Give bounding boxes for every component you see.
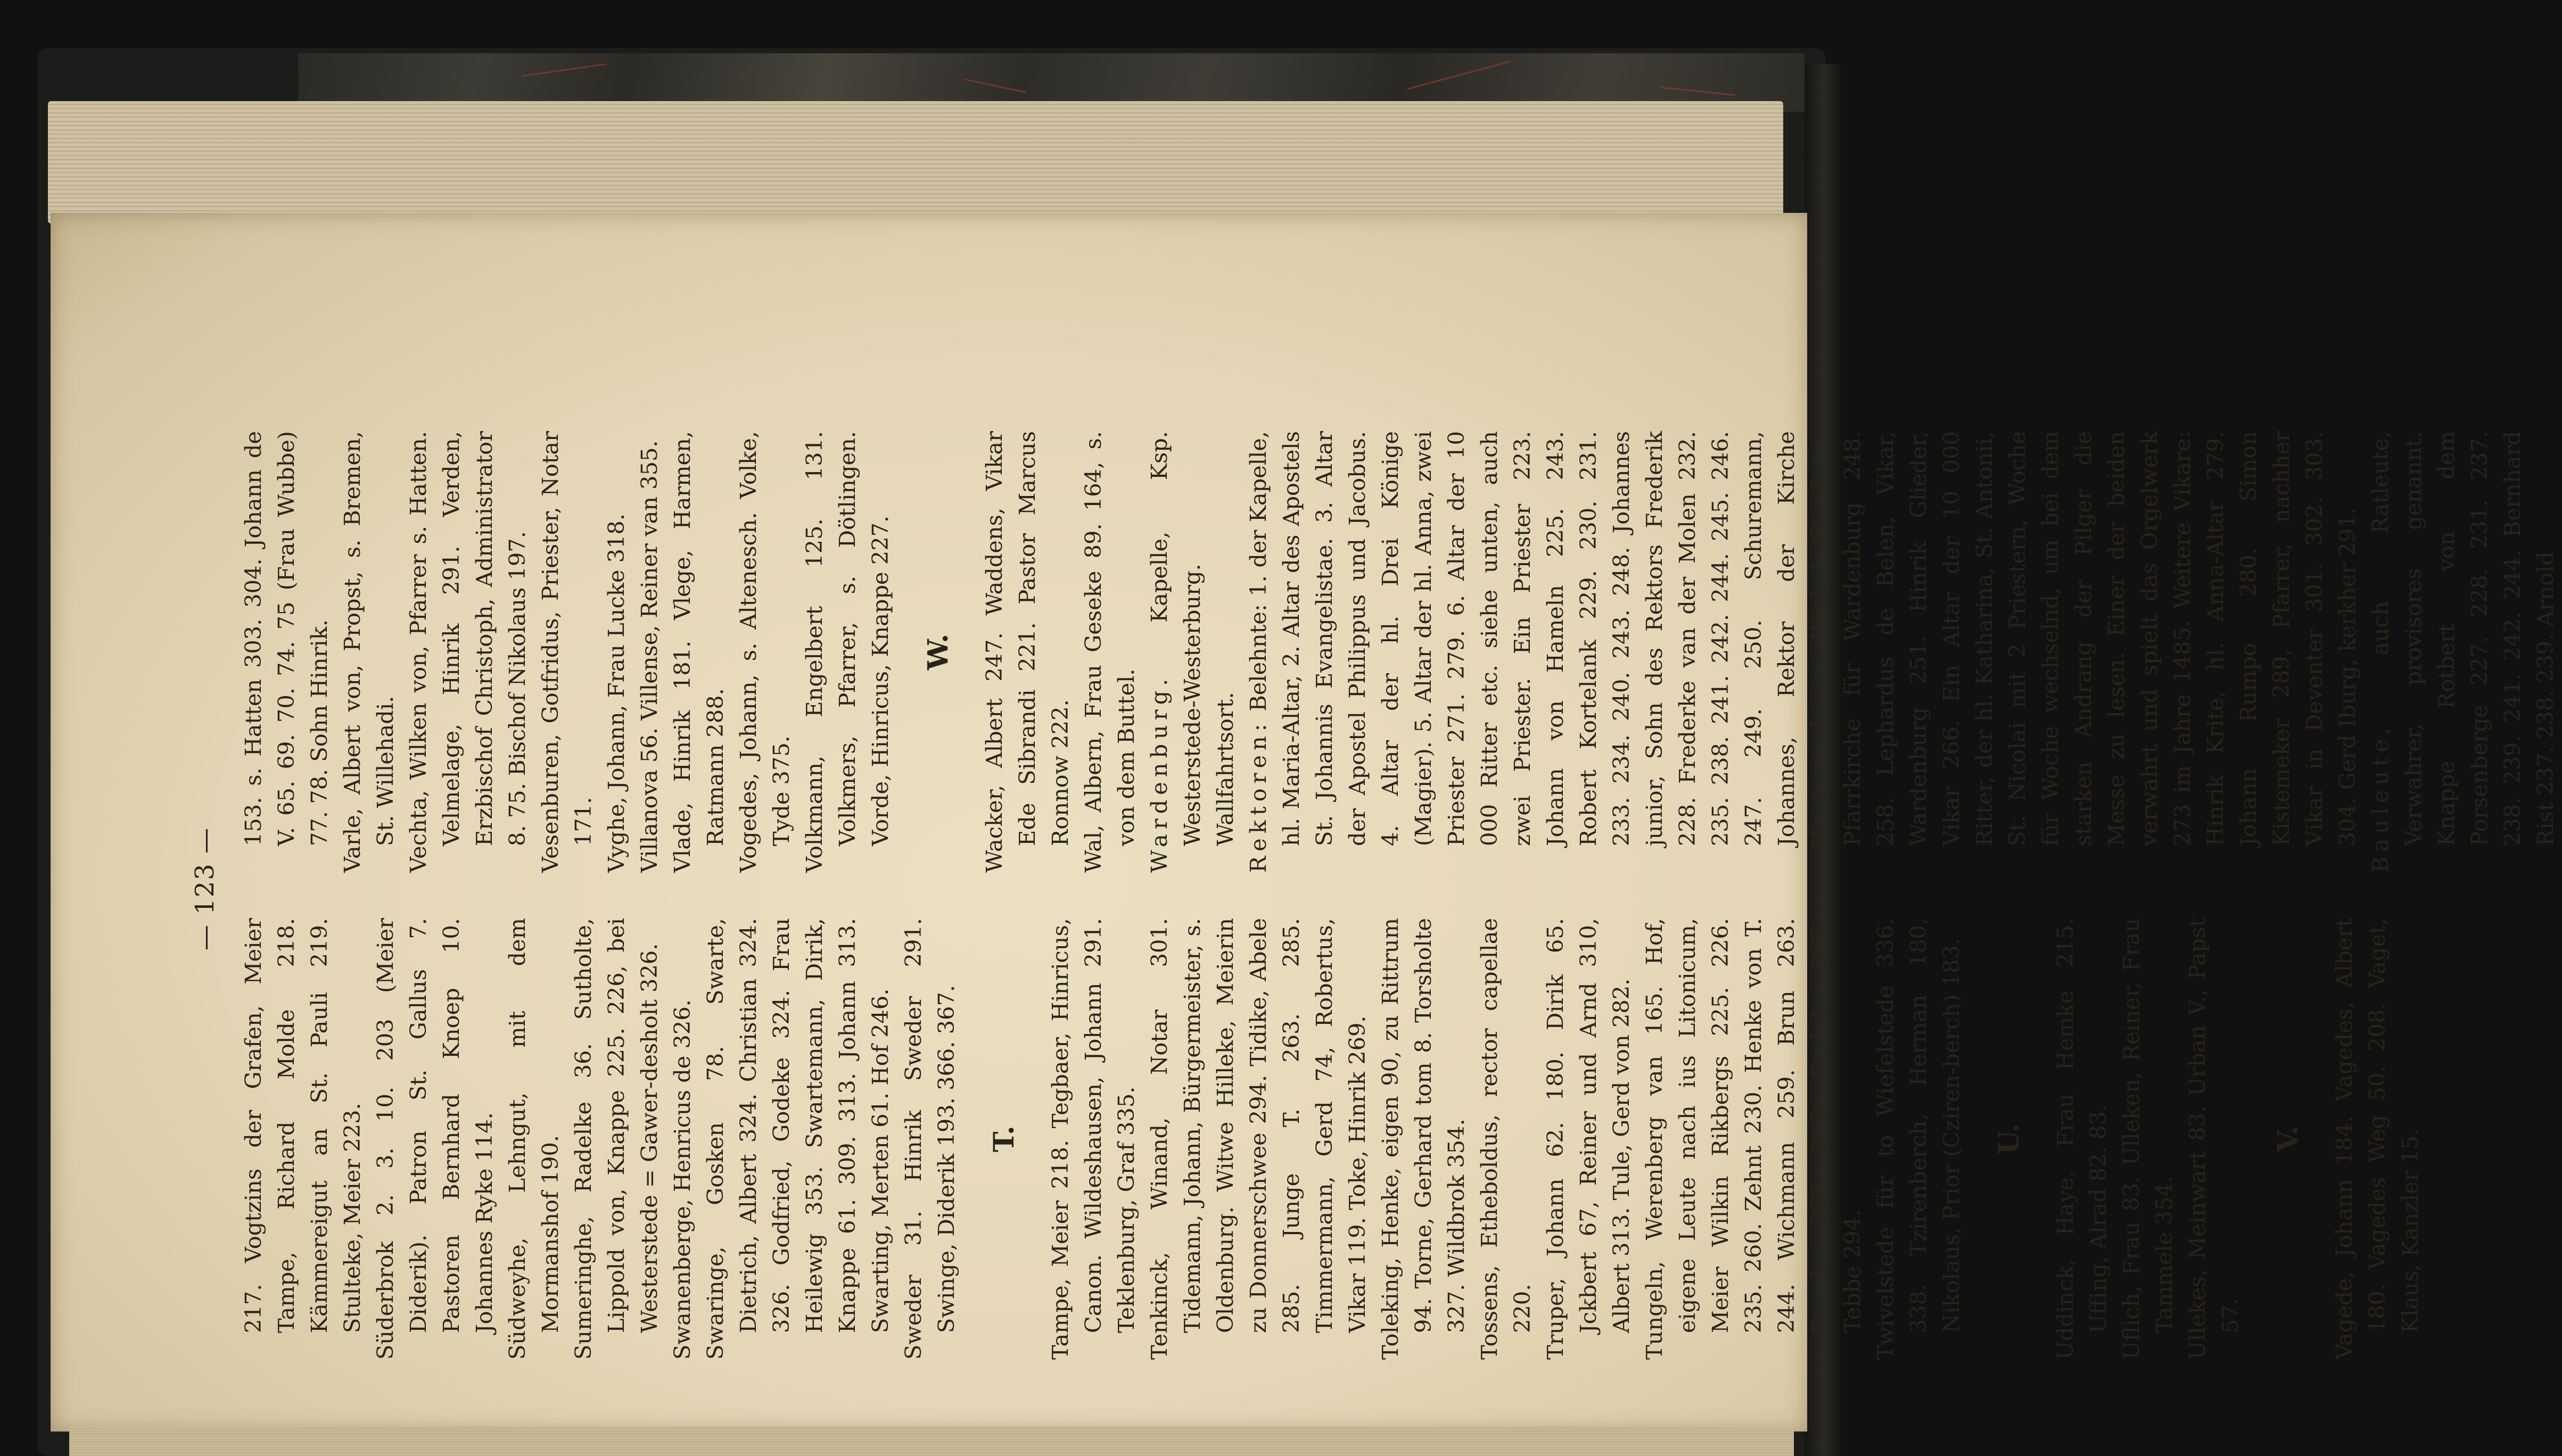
marble-vein: [964, 79, 1027, 94]
entry-text: Südweyhe, Lehngut, mit dem Mormanshof 190.: [504, 918, 563, 1360]
entry-text: Truper, Johann 62. 180. Dirik 65. Jckbert 67, Reiner und Arnd 310, Albert 313. Tule, Gerd von 282.: [1542, 918, 1634, 1360]
index-entry: [2181, 918, 2247, 1360]
index-entry: [2049, 918, 2115, 1360]
section-letter: V.: [2272, 1126, 2304, 1152]
entry-text: Kapelle, Ksp. Westerstede-Westerburg. Wallfahrtsort.: [1146, 431, 1238, 846]
entry-text: Tungeln, Werenberg van 165. Hof, eigene Leute nach ius Litonicum, Meier Wilkin Rikbergs 225. 226. 235. 260. Zehnt 230. Henke von T. 244. Wichmann 259. Brun 263. Beneke 263. 269. Dodeke 267. Tebbe 294.: [1641, 918, 1865, 1360]
index-entry: [732, 431, 798, 873]
entry-text: Uddinck, Haye, Frau Hemke 215. Uffing, Alrad 82. 83.: [2052, 918, 2111, 1360]
index-entry: [1869, 918, 1968, 1360]
entry-text: Villanova 56. Villense, Reiner van 355.: [636, 440, 662, 873]
index-entry: [567, 918, 666, 1360]
index-entry: [1473, 918, 1539, 1360]
entry-text: Süderbrok 2. 3. 10. 203 (Meier Diderik). Patron St. Gallus 7. Pastoren Bernhard Knoep 10. Johannes Ryke 114.: [372, 918, 497, 1360]
page-number: — 123 —: [190, 826, 220, 951]
index-entry: [978, 431, 1077, 873]
index-entry: [1638, 918, 1869, 1360]
entry-text: 153. s. Hatten 303. 304. Johann de V. 65. 69. 70. 74. 75 (Frau Wubbe) 77. 78. Sohn Hinrik.: [240, 431, 332, 846]
index-entry: [2364, 431, 2562, 873]
entry-text: Toleking, Henke, eigen 90, zu Rittrum 94. Torne, Gerhard tom 8. Torsholte 327. Wildbrok 354.: [1377, 918, 1469, 1360]
entry-text: Vyghe, Johann, Frau Lucke 318.: [603, 513, 629, 873]
entry-text: Swanenberge, Henricus de 326.: [669, 999, 695, 1360]
spaced-heading: Rektoren:: [1245, 719, 1271, 873]
entry-text: Sweder 31. Hinrik Sweder 291. Swinge, Diderik 193. 366. 367.: [900, 918, 959, 1360]
index-entry: [699, 918, 897, 1360]
index-entry: [1242, 431, 2364, 873]
entry-text: Tossens, Etheboldus, rector capellae 220.: [1476, 918, 1535, 1360]
section-letter: W.: [922, 633, 954, 671]
section-letter: T.: [988, 1125, 1020, 1153]
entry-text: Wal, Albern, Frau Geseke 89. 164, s. von dem Buttel.: [1080, 431, 1139, 873]
index-entry: [369, 918, 501, 1360]
index-entry: [600, 431, 633, 873]
entry-text: Vogedes, Johann, s. Altenesch. Volke, Tyde 375.: [735, 431, 794, 873]
index-entry: [402, 431, 534, 873]
marble-vein: [522, 63, 607, 77]
entry-text: Swaringe, Gosken 78. Swarte, Dietrich, Albert 324. Christian 324. 326. Godfried, Godeke 324. Frau Heilewig 353. Swartemann, Dirik, Knappe 61. 309. 313. Johann 313. Swarting, Merten 61. Hof 246.: [702, 918, 893, 1360]
index-entry: [666, 918, 699, 1360]
entry-text: Vagede, Johann 184. Vagedes, Albert 180. Vagedes Weg 50. 208. Vaget, Klaus, Kanzler 15.: [2331, 918, 2423, 1360]
marble-vein: [1407, 61, 1510, 90]
index-entry: [2115, 918, 2181, 1360]
index-entry: [237, 431, 336, 873]
index-column-right: [237, 431, 2562, 873]
index-entry: [633, 431, 666, 873]
entry-text: Uflich, Frau 83. Ulleken, Reiner, Frau Tammele 354.: [2118, 918, 2177, 1360]
index-entry: [1143, 431, 1242, 873]
entry-text: Ullekes, Meinwart 83. Urban V., Papst 57.: [2184, 918, 2243, 1360]
entry-text: Vesenburen, Gotfridus, Priester, Notar 171.: [537, 431, 596, 873]
entry-text: Vechta, Wilken von, Pfarrer s. Hatten. Velmelage, Hinrik 291. Verden, Erzbischof Christoph, Administrator 8. 75. Bischof Nikolaus 197.: [405, 431, 530, 873]
entry-text: Belehnte: 1. der Kapelle, hl. Maria-Altar, 2. Altar des Apostels St. Johannis Evangelistae. 3. Altar der Apostel Philippus und Jacobus. 4. Altar der hl. Drei Könige (Magier). 5. Altar der hl. Anna, zwei Priester 271. 279. 6. Altar der 10 000 Ritter etc. siehe unten, auch zwei Priester. Ein Priester 223. Johann von Hameln 225. 243. Robert Kortelank 229. 230. 231. 233. 234. 240. 243. 248. Johannes junior, Sohn des Rektors Frederik 228. Frederke van der Molen 232. 235. 238. 241. 242. 244. 245. 246. 247. 249. 250. Schuremann, Johannes, Rektor der Kirche Westerstede im Winkel St. Petri, Pfarrkirche für Wardenburg 248. 258. Lephardus de Belen, Vikar, Wardenburg 251. Hinrik Glieder, Vikar 266. Ein Altar der 10 000 Ritter, der hl. Katharina, St. Antonii, St. Nicolai mit 2 Priestern, Woche für Woche wechselnd, um bei dem starken Andrang der Pilger die Messe zu lesen. Einer der beiden verwahrt und spielt das Orgelwerk 273 im Jahre 1485. Weitere Vikare: Hinrik Krite, hl. Anna-Altar 279. Johann Rumpo 280. Simon Kistemeker 289, Pfarrer, nachher Vikar in Deventer 301. 302. 303. 304. Gerd Iburg, kerkher 291.: [1245, 431, 2360, 846]
index-entry: [501, 918, 567, 1360]
entry-text: Varle, Albert von, Propst, s. Bremen, St. Willehadi.: [339, 431, 398, 873]
index-entry: [1143, 918, 1374, 1360]
entry-text: Sumeringhe, Radelke 36. Sutholte, Lippold von, Knappe 225. 226, bei Westerstede = Gawer-desholt 326.: [570, 918, 662, 1360]
section-letter: U.: [1993, 1123, 2025, 1155]
index-column-left: [237, 918, 2427, 1360]
index-entry: [2328, 918, 2427, 1360]
index-entry: [534, 431, 600, 873]
rotated-text-block: [184, 418, 2558, 1360]
page-edges-top: [48, 101, 1783, 224]
index-entry: [897, 918, 963, 1360]
entry-text: auch Ratleute, Verwahrer, provisores genannt. Knappe Rotbert von dem Porsenberge 227. 228. 231. 237. 238. 239. 241. 242. 244. Bernhard Rist 237. 238. 239. Arnold: [2367, 431, 2558, 846]
entry-text: Tampe, Meier 218. Tegbaer, Hinricus, Canon. Wildeshausen, Johann 291. Teklenburg, Graf 335.: [1047, 918, 1139, 1360]
marble-vein: [1661, 87, 1735, 96]
entry-text: 217. Vogtzins der Grafen, Meier Tampe, Richard Molde 218. Kämmereigut an St. Pauli 219. Stulteke, Meier 223.: [240, 918, 365, 1333]
spaced-heading: Bauleute,: [2367, 723, 2393, 873]
index-entry: [336, 431, 402, 873]
entry-text: Twivelstede für to Wiefelstede 336. 338. Tzirenberch, Herman 180, Nikolaus, Prior (Cziren-berch) 183.: [1872, 918, 1964, 1360]
entry-text: Volkmann, Engelbert 125. 131. Volkmers, Pfarrer, s. Dötlingen. Vorde, Hinricus, Knappe 227.: [801, 431, 893, 873]
index-entry: [237, 918, 369, 1360]
index-entry: [666, 431, 732, 873]
index-entry: [1539, 918, 1638, 1360]
index-entry: [1044, 918, 1143, 1360]
entry-text: Tenkinck, Winand, Notar 301. Tidemann, Johann, Bürgermeister, s. Oldenburg. Witwe Hilleke, Meierin zu Donnerschwee 294. Tidike, Abele 285. Junge T. 263. 285. Timmermann, Gerd 74, Robertus, Vikar 119. Toke, Hinrik 269.: [1146, 918, 1370, 1360]
index-entry: [798, 431, 897, 873]
index-entry: [1077, 431, 1143, 873]
entry-text: Wacker, Albert 247. Waddens, Vikar Ede Sibrandi 221. Pastor Marcus Ronnow 222.: [981, 431, 1073, 873]
spaced-heading: Wardenburg.: [1146, 674, 1172, 873]
index-entry: [1374, 918, 1473, 1360]
page-edges-bottom: [69, 1426, 1794, 1456]
entry-text: Vlade, Hinrik 181. Vlege, Harmen, Ratmann 288.: [669, 431, 728, 873]
